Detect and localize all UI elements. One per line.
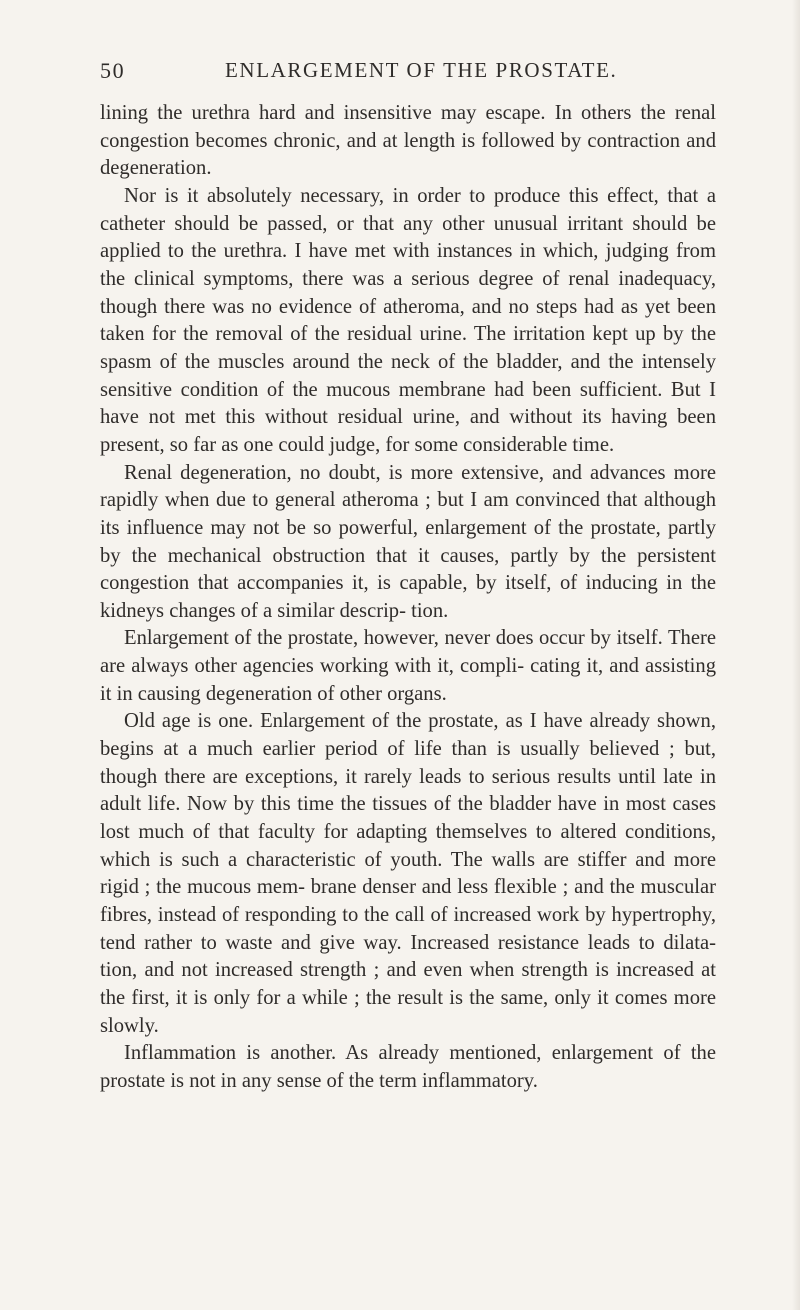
- paragraph-continuation: lining the urethra hard and insensitive may escape. In others the renal congestion becomes chronic, and at length is followed by contraction and degeneration.: [100, 102, 716, 180]
- running-head: ENLARGEMENT OF THE PROSTATE.: [225, 58, 618, 82]
- paragraph: Old age is one. Enlargement of the prostate, as I have already shown, begins at a much earlier period of life than is usually believed ; but, though there are exceptions, it rarely leads to serious results until late in adult life. Now by this time the tissues of the bladder have in most cases lost much of that faculty for adapting themselves to altered conditions, which is such a characteristic of youth. The walls are stiffer and more rigid ; the mucous mem- brane denser and less flexible ; and the muscular fibres, instead of responding to the call of increased work by hypertrophy, tend rather to waste and give way. Increased resistance leads to dilata- tion, and not increased strength ; and even when strength is increased at the first, it is only for a while ; the result is the same, only it comes more slowly.: [100, 710, 716, 1037]
- paragraph: Nor is it absolutely necessary, in order to produce this effect, that a catheter should be passed, or that any other unusual irritant should be applied to the urethra. I have met with instances in which, judging from the clinical symptoms, there was a serious degree of renal inadequacy, though there was no evidence of atheroma, and no steps had as yet been taken for the removal of the residual urine. The irritation kept up by the spasm of the muscles around the neck of the bladder, and the intensely sensitive condition of the mucous membrane had been sufficient. But I have not met this without residual urine, and without its having been present, so far as one could judge, for some considerable time.: [100, 184, 716, 456]
- page-header: [100, 58, 710, 88]
- paragraph: Renal degeneration, no doubt, is more extensive, and advances more rapidly when due to general atheroma ; but I am convinced that although its influence may not be so powerful, enlargement of the prostate, partly by the mechanical obstruction that it causes, partly by the persistent congestion that accompanies it, is capable, by itself, of inducing in the kidneys changes of a similar descrip- tion.: [100, 461, 716, 622]
- paragraph: Enlargement of the prostate, however, never does occur by itself. There are always other agencies working with it, compli- cating it, and assisting it in causing degeneration of other organs.: [100, 627, 716, 705]
- page-number: 50: [100, 58, 126, 83]
- body-text: [100, 100, 716, 1096]
- page-edge-shadow: [792, 0, 800, 1310]
- paragraph: Inflammation is another. As already mentioned, enlargement of the prostate is not in any sense of the term inflammatory.: [100, 1042, 716, 1092]
